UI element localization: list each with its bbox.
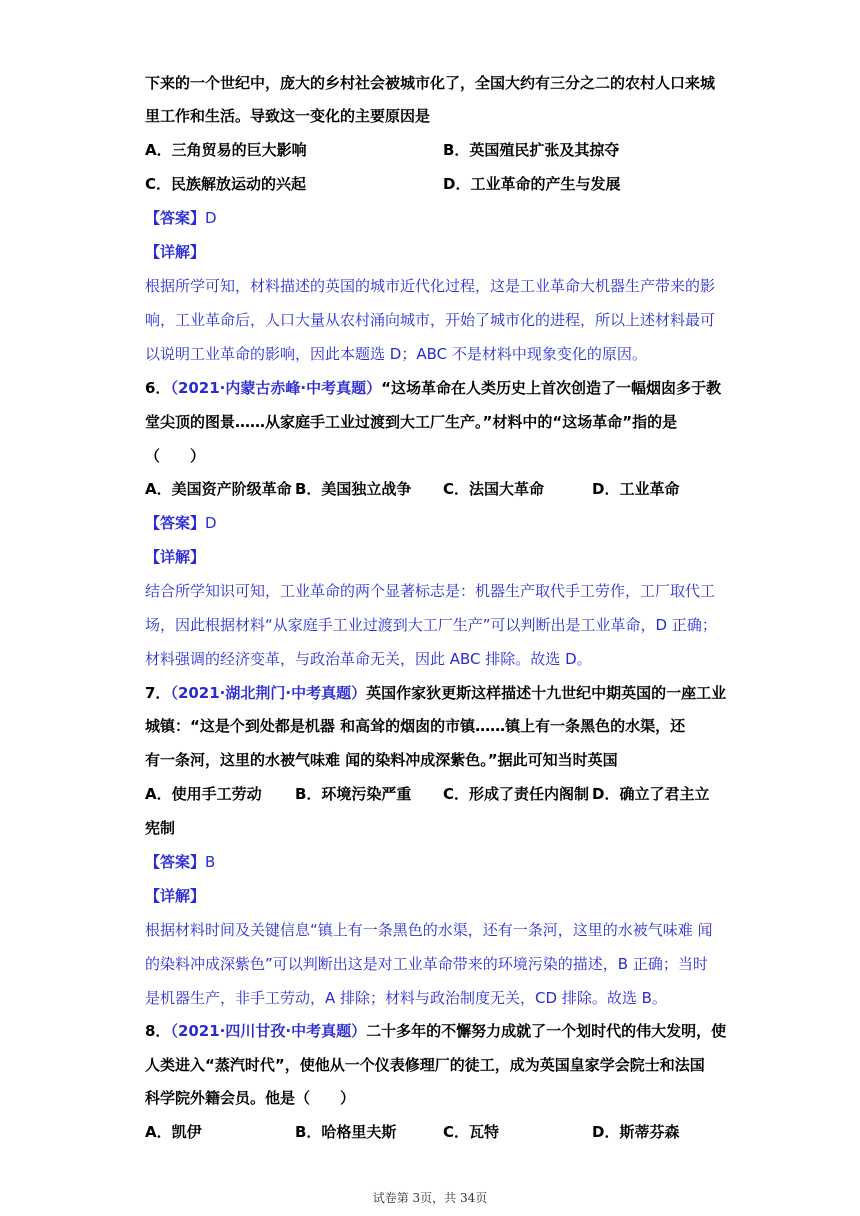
q8-option-b: B．哈格里夫斯 (295, 1123, 397, 1141)
q5-detail-label: 【详解】 (145, 243, 206, 261)
q6-option-c: C．法国大革命 (443, 480, 545, 498)
q8-number: 8． (145, 1022, 171, 1040)
answer-value: B (205, 853, 216, 871)
q7-stem-line-3: 有一条河，这里的水被气味难 闻的染料冲成深紫色。”据此可知当时英国 (145, 751, 618, 769)
q7-option-d: D．确立了君主立 (592, 785, 710, 803)
q5-option-a: A．三角贸易的巨大影响 (145, 141, 307, 159)
q7-stem-line-2: 城镇：“这是个到处都是机器 和高耸的烟囱的市镇……镇上有一条黑色的水渠，还 (145, 717, 686, 735)
q8-stem-text: 二十多年的不懈努力成就了一个划时代的伟大发明，使 (366, 1022, 727, 1040)
q6-explanation-line-3: 材料强调的经济变革，与政治革命无关，因此 ABC 排除。故选 D。 (145, 650, 592, 668)
q7-explanation-line-3: 是机器生产，非手工劳动，A 排除；材料与政治制度无关，CD 排除。故选 B。 (145, 989, 667, 1007)
q5-explanation-line-3: 以说明工业革命的影响，因此本题选 D；ABC 不是材料中现象变化的原因。 (145, 345, 647, 363)
q5-option-b: B．英国殖民扩张及其掠夺 (443, 141, 620, 159)
q6-stem-line-1 (145, 378, 725, 398)
q8-stem-line-1 (145, 1021, 725, 1041)
q8-stem-line-2: 人类进入“蒸汽时代”，使他从一个仪表修理厂的徒工，成为英国皇家学会院士和法国 (145, 1056, 705, 1074)
q7-detail-label: 【详解】 (145, 887, 206, 905)
q8-option-c: C．瓦特 (443, 1123, 500, 1141)
q7-option-b: B．环境污染严重 (295, 785, 412, 803)
q6-number: 6． (145, 379, 171, 397)
q6-source: （2021·内蒙古赤峰·中考真题） (170, 379, 382, 397)
q5-stem-line-2: 里工作和生活。导致这一变化的主要原因是 (145, 107, 431, 125)
answer-value: D (205, 514, 217, 532)
q5-option-c: C．民族解放运动的兴起 (145, 175, 307, 193)
q7-stem-text: 英国作家狄更斯这样描述十九世纪中期英国的一座工业 (366, 684, 727, 702)
q6-option-d: D．工业革命 (592, 480, 680, 498)
q6-detail-label: 【详解】 (145, 548, 206, 566)
q7-option-d-continued: 宪制 (145, 819, 176, 837)
q8-stem-line-3: 科学院外籍会员。他是（ ） (145, 1089, 356, 1107)
q7-explanation-line-2: 的染料冲成深紫色”可以判断出这是对工业革命带来的环境污染的描述，B 正确；当时 (145, 955, 708, 973)
q6-answer (145, 513, 725, 533)
q6-explanation-line-2: 场，因此根据材料“从家庭手工业过渡到大工厂生产”可以判断出是工业革命，D 正确； (145, 616, 717, 634)
q6-stem-text: “这场革命在人类历史上首次创造了一幅烟囱多于教 (381, 379, 721, 397)
q6-explanation-line-1: 结合所学知识可知，工业革命的两个显著标志是：机器生产取代手工劳作，工厂取代工 (145, 582, 716, 600)
q8-source: （2021·四川甘孜·中考真题） (170, 1022, 367, 1040)
q7-option-a: A．使用手工劳动 (145, 785, 262, 803)
q7-answer (145, 852, 725, 872)
q6-option-b: B．美国独立战争 (295, 480, 412, 498)
answer-label: 【答案】 (145, 514, 206, 532)
q7-option-c: C．形成了责任内阁制 (443, 785, 590, 803)
answer-value: D (205, 209, 217, 227)
q7-stem-line-1 (145, 683, 725, 703)
q6-stem-line-2: 堂尖顶的图景……从家庭手工业过渡到大工厂生产。”材料中的“这场革命”指的是 (145, 413, 678, 431)
q7-source: （2021·湖北荆门·中考真题） (170, 684, 367, 702)
q5-explanation-line-1: 根据所学可知，材料描述的英国的城市近代化过程，这是工业革命大机器生产带来的影 (145, 277, 716, 295)
page-footer: 试卷第 3页，共 34页 (372, 1191, 488, 1205)
q6-stem-line-3: （ ） (145, 447, 206, 465)
answer-label: 【答案】 (145, 853, 206, 871)
q6-option-a: A．美国资产阶级革命 (145, 480, 292, 498)
q5-answer (145, 208, 725, 228)
q5-stem-line-1: 下来的一个世纪中，庞大的乡村社会被城市化了，全国大约有三分之二的农村人口来城 (145, 74, 716, 92)
answer-label: 【答案】 (145, 209, 206, 227)
q8-option-a: A．凯伊 (145, 1123, 202, 1141)
q7-explanation-line-1: 根据材料时间及关键信息“镇上有一条黑色的水渠，还有一条河，这里的水被气味难 闻 (145, 921, 713, 939)
q7-number: 7． (145, 684, 171, 702)
q8-option-d: D．斯蒂芬森 (592, 1123, 680, 1141)
q5-option-d: D．工业革命的产生与发展 (443, 175, 621, 193)
q5-explanation-line-2: 响，工业革命后，人口大量从农村涌向城市，开始了城市化的进程，所以上述材料最可 (145, 311, 716, 329)
